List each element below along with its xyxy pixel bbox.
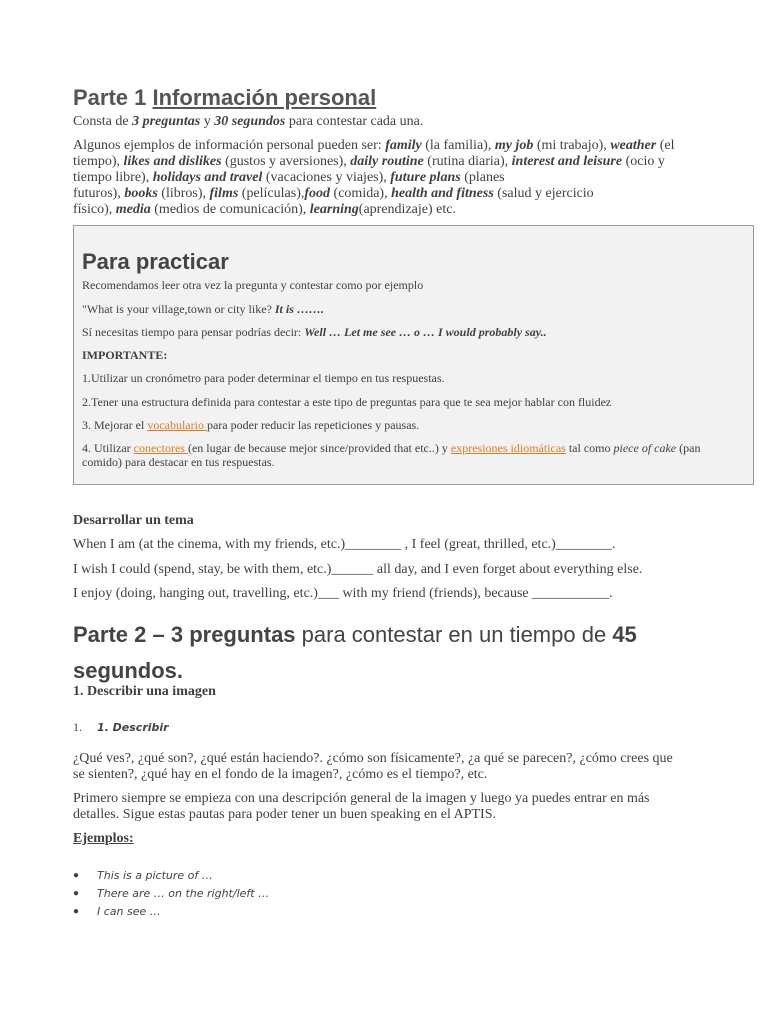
parte1-title: Información personal: [152, 85, 377, 110]
text: (aprendizaje) etc.: [358, 202, 456, 217]
text: (rutina diaria),: [423, 154, 512, 169]
topic-food: food: [304, 186, 331, 201]
topic-my-job: my job: [494, 138, 534, 153]
topic-family: family: [385, 138, 422, 153]
parte2-bold: Parte 2 – 3 preguntas: [73, 622, 296, 647]
practice-time: [82, 325, 547, 339]
examples-line: [73, 170, 753, 186]
example-bullet-2: There are … on the right/left …: [97, 887, 270, 900]
consta-text: Consta de: [73, 114, 133, 129]
text: (ocio y: [622, 154, 665, 169]
tip-text: para poder reducir las repeticiones y pausas.: [206, 418, 420, 432]
text: (la familia),: [421, 138, 495, 153]
text: físico),: [73, 202, 116, 217]
tip-italic: piece of cake: [613, 441, 677, 455]
ejemplos-heading: Ejemplos:: [73, 831, 134, 846]
example-question: "What is your village,town or city like?: [82, 302, 275, 316]
topic-learning: learning: [309, 202, 359, 217]
parte1-prefix: Parte 1: [73, 85, 153, 110]
practice-intro: Recomendamos leer otra vez la pregunta y contestar como por ejemplo: [82, 278, 424, 292]
text: (el: [656, 138, 675, 153]
examples-line: [73, 202, 753, 218]
examples-line: [73, 154, 753, 170]
expresiones-link[interactable]: expresiones idiomáticas: [450, 441, 566, 455]
tip-text: 3. Mejorar el: [82, 418, 148, 432]
consta-text: y: [200, 114, 215, 129]
text: (comida),: [330, 186, 392, 201]
time-phrase: Well … Let me see … o … I would probably say..: [304, 325, 547, 339]
tip-1: 1.Utilizar un cronómetro para poder determinar el tiempo en tus respuestas.: [82, 371, 445, 385]
tip-text: (pan: [676, 441, 701, 455]
parte2-heading: [73, 617, 753, 689]
parte1-heading: [73, 85, 377, 110]
topic-interest: interest and leisure: [511, 154, 623, 169]
practice-title: Para practicar: [82, 249, 229, 274]
consta-line: [73, 114, 423, 130]
parte2-segundos: segundos.: [73, 658, 184, 683]
topic-weather: weather: [610, 138, 657, 153]
questions-line-1: ¿Qué ves?, ¿qué son?, ¿qué están haciendo?. ¿cómo son físicamente?, ¿a qué se parecen?, ¿cómo crees que: [73, 751, 673, 766]
consta-preguntas: 3 preguntas: [132, 114, 201, 129]
examples-line: [73, 138, 753, 154]
topic-films: films: [209, 186, 239, 201]
bullet-icon: ●: [73, 906, 80, 917]
topic-books: books: [124, 186, 158, 201]
example-bullet-3: I can see …: [97, 905, 161, 918]
vocabulario-link[interactable]: vocabulario: [147, 418, 207, 432]
tema-sentence-1: When I am (at the cinema, with my friends, etc.)________ , I feel (great, thrilled, etc.)________.: [73, 537, 616, 552]
tema-title: Desarrollar un tema: [73, 513, 194, 528]
text: (mi trabajo),: [533, 138, 611, 153]
topic-future: future plans: [390, 170, 461, 185]
parte2-seconds: 45: [612, 622, 637, 647]
tip-3: [82, 418, 419, 432]
tema-sentence-2: I wish I could (spend, stay, be with them, etc.)______ all day, and I even forget about everything else.: [73, 562, 643, 577]
text: Algunos ejemplos de información personal pueden ser:: [73, 138, 386, 153]
parte2-text: para contestar en un tiempo de: [295, 622, 613, 647]
tip-text: (en lugar de because mejor since/provided that etc..) y: [187, 441, 451, 455]
describir-list-number: 1.: [73, 720, 82, 734]
tip-text: tal como: [565, 441, 614, 455]
importante-label: IMPORTANTE:: [82, 348, 168, 362]
parte2-subtitle: 1. Describir una imagen: [73, 684, 216, 699]
text: tiempo libre),: [73, 170, 153, 185]
practice-box: [73, 225, 754, 485]
topic-media: media: [115, 202, 151, 217]
tip-4: [82, 441, 752, 469]
text: (medios de comunicación),: [150, 202, 310, 217]
practice-example: [82, 302, 324, 316]
text: tiempo),: [73, 154, 124, 169]
bullet-icon: ●: [73, 870, 80, 881]
questions-line-2: se sienten?, ¿qué hay en el fondo de la imagen?, ¿cómo es el tiempo?, etc.: [73, 767, 488, 782]
paragraph-line-1: Primero siempre se empieza con una descripción general de la imagen y luego ya puedes entrar en más: [73, 791, 650, 806]
examples-line: [73, 186, 753, 202]
tip-4-line2: comido) para destacar en tus respuestas.: [82, 455, 275, 469]
bullet-icon: ●: [73, 888, 80, 899]
text: (vacaciones y viajes),: [262, 170, 391, 185]
paragraph-line-2: detalles. Sigue estas pautas para poder tener un buen speaking en el APTIS.: [73, 807, 496, 822]
text: (películas),: [238, 186, 305, 201]
text: (salud y ejercicio: [493, 186, 594, 201]
conectores-link[interactable]: conectores: [133, 441, 188, 455]
example-answer: It is …….: [274, 302, 324, 316]
example-bullet-1: This is a picture of …: [97, 869, 213, 882]
text: (libros),: [157, 186, 210, 201]
text: futuros),: [73, 186, 125, 201]
tema-sentence-3: I enjoy (doing, hanging out, travelling, etc.)___ with my friend (friends), because ___________.: [73, 586, 613, 601]
text: (planes: [460, 170, 505, 185]
examples-paragraph: [73, 138, 753, 218]
consta-segundos: 30 segundos: [214, 114, 286, 129]
topic-holidays: holidays and travel: [152, 170, 263, 185]
topic-likes: likes and dislikes: [123, 154, 222, 169]
tip-text: 4. Utilizar: [82, 441, 134, 455]
consta-text: para contestar cada una.: [285, 114, 424, 129]
topic-health: health and fitness: [391, 186, 494, 201]
describir-list-text: 1. Describir: [97, 721, 169, 734]
tip-2: 2.Tener una estructura definida para contestar a este tipo de preguntas para que te sea mejor hablar con fluidez: [82, 395, 612, 409]
text: (gustos y aversiones),: [221, 154, 351, 169]
time-text: Sí necesitas tiempo para pensar podrías decir:: [82, 325, 305, 339]
topic-routine: daily routine: [350, 154, 424, 169]
